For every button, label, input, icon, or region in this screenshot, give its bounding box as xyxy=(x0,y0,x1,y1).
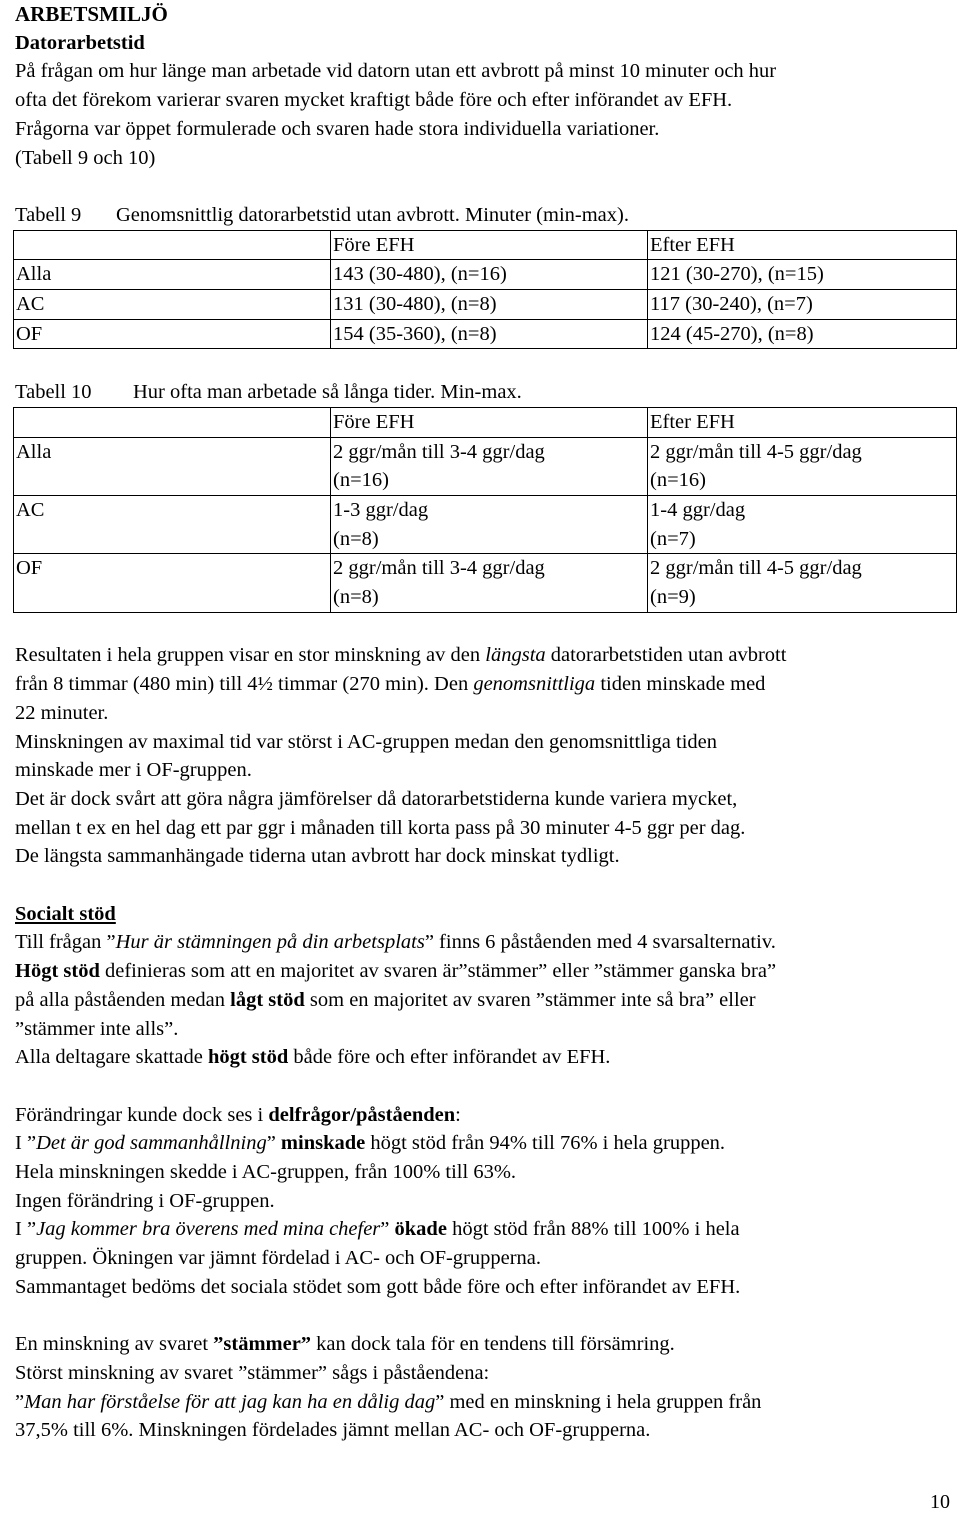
text-line xyxy=(15,986,945,1015)
table-cell xyxy=(14,407,331,437)
text-run: ”stämmer inte alls”. xyxy=(15,1017,179,1040)
results-paragraph xyxy=(15,641,945,871)
italic-text: genomsnittliga xyxy=(473,673,596,696)
text-run: kan dock tala för en tendens till försämring. xyxy=(311,1333,675,1356)
text-run: Hela minskningen skedde i AC-gruppen, från 100% till 63%. xyxy=(15,1161,517,1184)
table-cell xyxy=(14,495,331,553)
text-run: högt stöd från 94% till 76% i hela gruppen. xyxy=(365,1132,726,1155)
section-title: ARBETSMILJÖ xyxy=(15,2,168,26)
table-cell: Före EFH xyxy=(331,230,648,260)
text-run: Resultaten i hela gruppen visar en stor minskning av den xyxy=(15,644,486,667)
cell-line: (n=9) xyxy=(650,586,696,609)
cell-line: 2 ggr/mån till 3-4 ggr/dag xyxy=(333,440,545,463)
table-cell: 124 (45-270), (n=8) xyxy=(648,319,957,349)
table-cell xyxy=(14,230,331,260)
table-cell: 143 (30-480), (n=16) xyxy=(331,260,648,290)
text-line xyxy=(15,1359,945,1388)
table9-caption-text: Genomsnittlig datorarbetstid utan avbrott. Minuter (min-max). xyxy=(116,203,629,226)
text-run: : xyxy=(455,1103,461,1126)
bold-text: Högt stöd xyxy=(15,960,100,983)
text-line xyxy=(15,1158,945,1187)
text-run: En minskning av svaret xyxy=(15,1333,214,1356)
text-run: ” finns 6 påståenden med 4 svarsalternativ. xyxy=(424,931,776,954)
page-number: 10 xyxy=(930,1491,950,1513)
text-run: Minskningen av maximal tid var störst i AC-gruppen medan den genomsnittliga tiden xyxy=(15,730,718,753)
italic-text: Man har förståelse för att jag kan ha en dålig dag xyxy=(24,1390,436,1413)
table10-caption-text: Hur ofta man arbetade så långa tider. Min-max. xyxy=(133,381,522,404)
cell-line: 2 ggr/mån till 4-5 ggr/dag xyxy=(650,557,862,580)
text-run: I ” xyxy=(15,1132,37,1155)
table-cell xyxy=(331,495,648,553)
text-line xyxy=(15,1388,945,1417)
text-line xyxy=(15,756,945,785)
cell-line: 1-3 ggr/dag xyxy=(333,498,429,521)
cell-line: AC xyxy=(16,498,45,521)
table-cell xyxy=(14,437,331,495)
text-run: Ingen förändring i OF-gruppen. xyxy=(15,1189,275,1212)
bold-text: lågt stöd xyxy=(230,988,305,1011)
text-run: som en majoritet av svaren ”stämmer inte så bra” eller xyxy=(304,988,756,1011)
text-line xyxy=(15,699,945,728)
bold-text: ”stämmer” xyxy=(213,1333,312,1356)
text-line xyxy=(15,728,945,757)
text-line xyxy=(15,1330,945,1359)
text-line: ofta det förekom varierar svaren mycket kraftigt både före och efter införandet av EFH. xyxy=(15,89,733,112)
table-cell: 117 (30-240), (n=7) xyxy=(648,290,957,320)
table-cell: Efter EFH xyxy=(648,230,957,260)
text-line: På frågan om hur länge man arbetade vid datorn utan ett avbrott på minst 10 minuter och hur xyxy=(15,60,777,83)
text-line xyxy=(15,1015,945,1044)
cell-line: OF xyxy=(16,557,43,580)
table-row xyxy=(14,319,957,349)
table-cell: AC xyxy=(14,290,331,320)
text-run: 37,5% till 6%. Minskningen fördelades jämnt mellan AC- och OF-grupperna. xyxy=(15,1419,651,1442)
text-run: 22 minuter. xyxy=(15,701,109,724)
italic-text: Jag kommer bra överens med mina chefer xyxy=(36,1218,381,1241)
table10 xyxy=(13,407,957,613)
table-cell: 154 (35-360), (n=8) xyxy=(331,319,648,349)
subsection-title: Datorarbetstid xyxy=(15,31,145,54)
text-run: datorarbetstiden utan avbrott xyxy=(545,644,787,667)
text-line xyxy=(15,670,945,699)
text-line: Frågorna var öppet formulerade och svaren hade stora individuella variationer. xyxy=(15,117,660,140)
text-run: gruppen. Ökningen var jämnt fördelad i AC- och OF-grupperna. xyxy=(15,1247,542,1270)
bold-text: högt stöd xyxy=(207,1046,289,1069)
table9-caption xyxy=(15,201,945,230)
text-run: mellan t ex en hel dag ett par ggr i månaden till korta pass på 30 minuter 4-5 ggr per dag. xyxy=(15,816,746,839)
text-run: från 8 timmar (480 min) till 4½ timmar (270 min). Den xyxy=(15,673,474,696)
social-support-title: Socialt stöd xyxy=(15,902,116,925)
text-line xyxy=(15,1129,945,1158)
cell-line: Alla xyxy=(16,440,52,463)
intro-paragraph xyxy=(15,57,945,172)
text-line xyxy=(15,1187,945,1216)
text-line xyxy=(15,842,945,871)
italic-text: Det är god sammanhållning xyxy=(36,1132,267,1155)
table-cell xyxy=(331,437,648,495)
text-run: tiden minskade med xyxy=(595,673,766,696)
text-run: I ” xyxy=(15,1218,37,1241)
cell-line: (n=7) xyxy=(650,527,696,550)
cell-line: 2 ggr/mån till 3-4 ggr/dag xyxy=(333,557,545,580)
document-page xyxy=(15,0,945,1445)
text-run: definieras som att en majoritet av svaren är”stämmer” eller ”stämmer ganska bra” xyxy=(99,960,777,983)
text-line xyxy=(15,928,945,957)
text-run: ” xyxy=(266,1132,281,1155)
table-cell: 131 (30-480), (n=8) xyxy=(331,290,648,320)
text-line xyxy=(15,1101,945,1130)
text-run: De längsta sammanhängade tiderna utan avbrott har dock minskat tydligt. xyxy=(15,845,620,868)
table-cell xyxy=(14,554,331,612)
text-run: ” xyxy=(380,1218,395,1241)
text-line xyxy=(15,1215,945,1244)
changes-paragraph xyxy=(15,1101,945,1302)
italic-text: Hur är stämningen på din arbetsplats xyxy=(115,931,425,954)
text-run: ” xyxy=(15,1390,25,1413)
table-cell: Alla xyxy=(14,260,331,290)
table-cell: Efter EFH xyxy=(648,407,957,437)
table-cell xyxy=(331,554,648,612)
table-header-row xyxy=(14,407,957,437)
text-run: Sammantaget bedöms det sociala stödet som gott både före och efter införandet av EFH. xyxy=(15,1275,741,1298)
text-line xyxy=(15,814,945,843)
text-line xyxy=(15,957,945,986)
text-run: Alla deltagare skattade xyxy=(15,1046,208,1069)
table9 xyxy=(13,230,957,350)
cell-line: (n=8) xyxy=(333,586,379,609)
table-row xyxy=(14,495,957,553)
table-header-row xyxy=(14,230,957,260)
text-run: på alla påståenden medan xyxy=(15,988,231,1011)
table-cell: 121 (30-270), (n=15) xyxy=(648,260,957,290)
cell-line: 2 ggr/mån till 4-5 ggr/dag xyxy=(650,440,862,463)
table-row xyxy=(14,290,957,320)
bold-text: delfrågor/påståenden xyxy=(268,1103,456,1126)
text-run: Förändringar kunde dock ses i xyxy=(15,1103,269,1126)
cell-line: (n=8) xyxy=(333,527,379,550)
text-run: minskade mer i OF-gruppen. xyxy=(15,759,252,782)
table-row xyxy=(14,437,957,495)
table-cell: OF xyxy=(14,319,331,349)
text-line xyxy=(15,1244,945,1273)
text-run: Till frågan ” xyxy=(15,931,116,954)
cell-line: (n=16) xyxy=(333,469,389,492)
table-cell xyxy=(648,554,957,612)
cell-line: 1-4 ggr/dag xyxy=(650,498,746,521)
table-row xyxy=(14,260,957,290)
text-run: Det är dock svårt att göra några jämförelser då datorarbetstiderna kunde variera mycket, xyxy=(15,787,738,810)
text-line xyxy=(15,641,945,670)
text-run: ” med en minskning i hela gruppen från xyxy=(435,1390,762,1413)
text-line xyxy=(15,785,945,814)
social-support-paragraph xyxy=(15,928,945,1072)
trend-paragraph xyxy=(15,1330,945,1445)
table-cell: Före EFH xyxy=(331,407,648,437)
text-line xyxy=(15,1043,945,1072)
table-row xyxy=(14,554,957,612)
text-run: högt stöd från 88% till 100% i hela xyxy=(446,1218,740,1241)
table10-label: Tabell 10 xyxy=(15,381,92,404)
text-line: (Tabell 9 och 10) xyxy=(15,146,156,169)
table-cell xyxy=(648,437,957,495)
text-line xyxy=(15,1416,945,1445)
text-run: Störst minskning av svaret ”stämmer” sågs i påståendena: xyxy=(15,1361,490,1384)
bold-text: minskade xyxy=(280,1132,366,1155)
cell-line: (n=16) xyxy=(650,469,706,492)
bold-text: ökade xyxy=(394,1218,447,1241)
text-line xyxy=(15,1273,945,1302)
table9-label: Tabell 9 xyxy=(15,203,82,226)
table-cell xyxy=(648,495,957,553)
italic-text: längsta xyxy=(485,644,546,667)
text-run: både före och efter införandet av EFH. xyxy=(288,1046,611,1069)
table10-caption xyxy=(15,378,945,407)
